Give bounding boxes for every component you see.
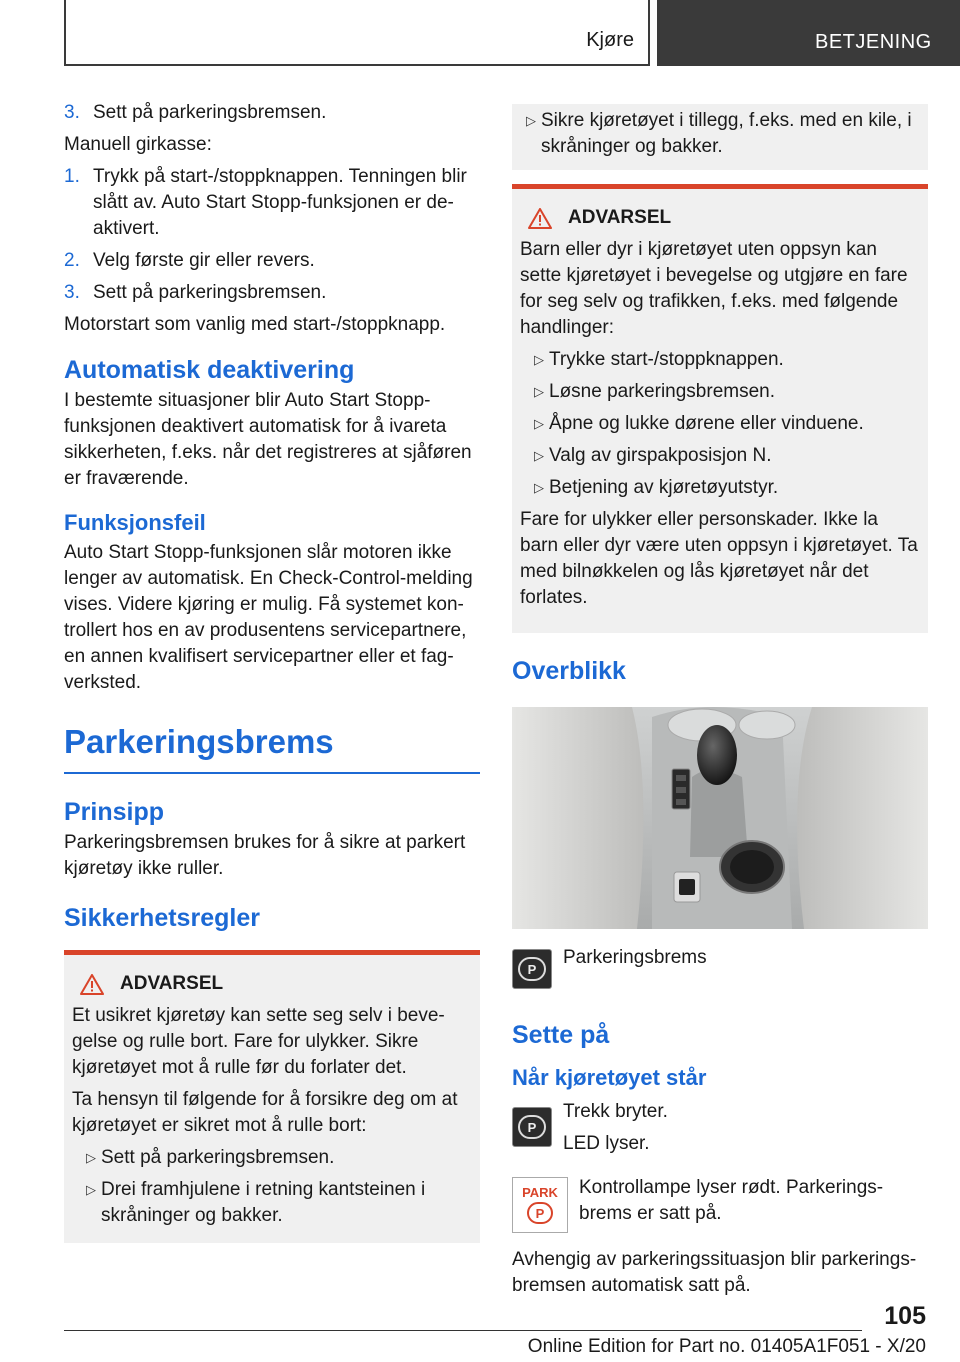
triangle-bullet-icon: ▷: [534, 448, 544, 463]
header-chapter: Kjøre: [586, 29, 634, 51]
heading-malfunction: Funksjonsfeil: [64, 510, 206, 535]
park-indicator-icon: PARK P: [512, 1177, 568, 1233]
warning-box-1-continued: [512, 104, 928, 170]
parking-brake-switch-icon: P: [512, 1107, 552, 1147]
indicator-text: Kontrollampe lyser rødt. Parkeringsbrems er satt på.: [579, 1177, 884, 1224]
numbered-list-2: [64, 164, 480, 306]
list-item: 3. Sett på parkeringsbremsen.: [64, 282, 327, 303]
warning-header: [520, 207, 920, 229]
console-photo: [512, 707, 928, 929]
center-console-image: [512, 707, 928, 929]
malfunction-text: Auto Start Stopp-funksjonen slår motoren ikke lenger av automatisk. En Check-Control-melding vises. Videre kjøring er mulig. Få systemet kontrollert hos en av produsentens servicepartnere, en annen kvalifisert servicepartner eller et fagverksted.: [64, 542, 473, 693]
heading-safety-rules: Sikkerhetsregler: [64, 904, 260, 932]
warning-list: [520, 347, 920, 501]
warning-title: ADVARSEL: [120, 973, 224, 994]
footer-edition: Online Edition for Part no. 01405A1F051 - X/20: [527, 1336, 926, 1357]
caption-row: [512, 949, 928, 989]
triangle-bullet-icon: ▷: [86, 1182, 96, 1197]
right-column: [512, 104, 928, 1305]
list-item: ▷ Løsne parkeringsbremsen.: [520, 379, 920, 405]
pull-switch-text: Trekk bryter.: [563, 1101, 668, 1122]
triangle-bullet-icon: ▷: [534, 352, 544, 367]
motorstart-text: Motorstart som vanlig med start-/stoppknapp.: [64, 314, 446, 335]
principle-text: Parkeringsbremsen brukes for å sikre at parkert kjøretøy ikke ruller.: [64, 832, 466, 879]
left-column: [64, 100, 480, 1243]
warning-triangle-icon: [80, 974, 104, 995]
led-text: LED lyser.: [563, 1133, 650, 1154]
warning-text-1: Barn eller dyr i kjøretøyet uten oppsyn kan sette kjøretøyet i bevegelse og utgjøre en fare for seg selv og trafikken, f.eks. med følgende handlinger:: [520, 239, 908, 338]
warning-list: [72, 1145, 472, 1229]
heading-overview: Overblikk: [512, 657, 626, 685]
triangle-bullet-icon: ▷: [534, 480, 544, 495]
header-section: BETJENING: [815, 31, 932, 53]
heading-apply: Sette på: [512, 1021, 610, 1049]
list-item: ▷ Trykke start-/stoppknappen.: [520, 347, 920, 373]
heading-parking-brake: Parkeringsbrems: [64, 720, 480, 774]
header-section-box: [657, 0, 960, 66]
warning-triangle-icon: [528, 208, 552, 229]
list-item: 1. Trykk på start-/stoppknappen. Tenningen blir slått av. Auto Start Stopp-funksjonen er deaktivert.: [64, 166, 467, 239]
warning-text-2: Ta hensyn til følgende for å forsikre deg om at kjøretøyet er sikret mot å rulle bort:: [72, 1089, 458, 1136]
list-item: ▷ Åpne og lukke dørene eller vinduene.: [520, 411, 920, 437]
auto-deactivation-text: I bestemte situasjoner blir Auto Start Stopp-funksjonen deaktivert automatisk for å ivareta sikkerheten, f.eks. når det registreres at sjåføren er fraværende.: [64, 390, 472, 489]
list-item: ▷ Sikre kjøretøyet i tillegg, f.eks. med en kile, i skråninger og bakker.: [512, 108, 920, 160]
list-item: ▷ Valg av girspakposisjon N.: [520, 443, 920, 469]
page-number: 105: [884, 1302, 926, 1330]
header-chapter-box: [64, 0, 650, 66]
list-item: ▷ Betjening av kjøretøyutstyr.: [520, 475, 920, 501]
automatic-apply-text: Avhengig av parkeringssituasjon blir parkeringsbremsen automatisk satt på.: [512, 1249, 917, 1296]
heading-when-stationary: Når kjøretøyet står: [512, 1065, 707, 1090]
triangle-bullet-icon: ▷: [534, 416, 544, 431]
warning-box-2: [512, 184, 928, 633]
list-item: ▷ Drei framhjulene i retning kantsteinen i skråninger og bakker.: [72, 1177, 472, 1229]
heading-auto-deactivation: Automatisk deaktivering: [64, 356, 355, 384]
triangle-bullet-icon: ▷: [526, 113, 536, 128]
parking-brake-switch-icon: P: [512, 949, 552, 989]
indicator-row: [512, 1177, 928, 1233]
numbered-list-1: [64, 100, 480, 126]
warning-header: [72, 973, 472, 995]
list-item: 3. Sett på parkeringsbremsen.: [64, 102, 327, 123]
list-item: 2. Velg første gir eller revers.: [64, 250, 315, 271]
footer-divider: [64, 1330, 862, 1331]
triangle-bullet-icon: ▷: [86, 1150, 96, 1165]
manual-label: Manuell girkasse:: [64, 134, 212, 155]
warning-box-1: [64, 950, 480, 1243]
warning-title: ADVARSEL: [568, 207, 672, 228]
caption-parking-brake: Parkeringsbrems: [563, 947, 707, 968]
triangle-bullet-icon: ▷: [534, 384, 544, 399]
warning-text-1: Et usikret kjøretøy kan sette seg selv i bevegelse og rulle bort. Fare for ulykker. Sikre kjøretøyet mot å rulle før du forlater det.: [72, 1005, 445, 1078]
warning-text-2: Fare for ulykker eller personskader. Ikke la barn eller dyr være uten oppsyn i kjøretøyet. Ta med bilnøkkelen og lås kjøretøyet når det forlates.: [520, 509, 918, 608]
pull-switch-row: [512, 1099, 928, 1163]
heading-principle: Prinsipp: [64, 798, 165, 826]
list-item: ▷ Sett på parkeringsbremsen.: [72, 1145, 472, 1171]
